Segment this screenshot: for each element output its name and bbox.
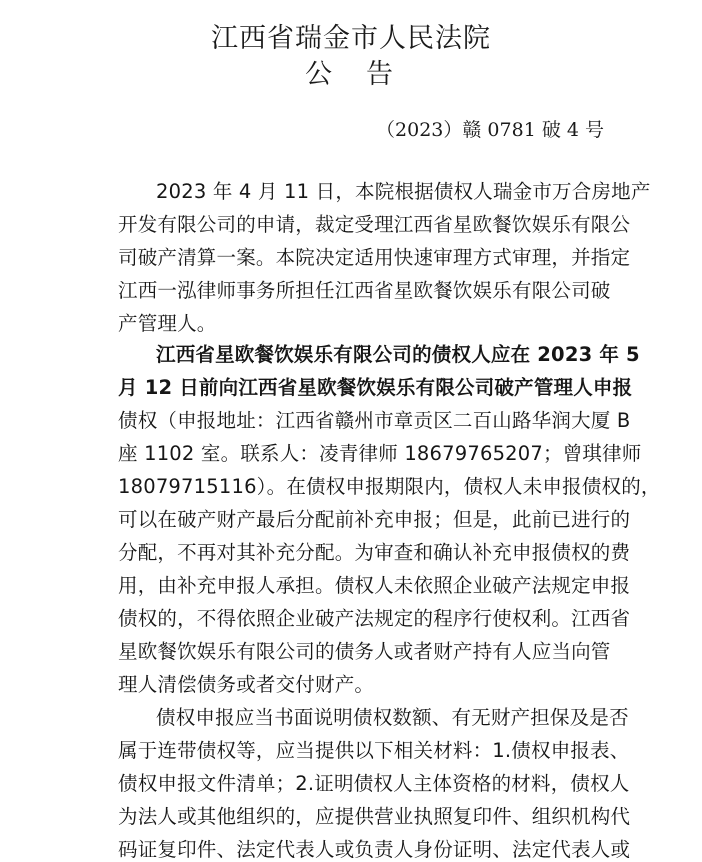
paragraph-line: 用，由补充申报人承担。债权人未依照企业破产法规定申报 (118, 574, 631, 597)
paragraph-line: 18079715116）。在债权申报期限内，债权人未申报债权的， (118, 475, 661, 498)
announcement-heading: 公告 (305, 59, 427, 90)
paragraph-line: 债权申报应当书面说明债权数额、有无财产担保及是否 (156, 706, 629, 729)
paragraph-line: 江西一泓律师事务所担任江西省星欧餐饮娱乐有限公司破 (118, 279, 611, 302)
paragraph-line: 分配，不再对其补充分配。为审查和确认补充申报债权的费 (118, 541, 631, 564)
paragraph-line: 开发有限公司的申请，裁定受理江西省星欧餐饮娱乐有限公 (118, 213, 631, 236)
paragraph-line: 债权（申报地址：江西省赣州市章贡区二百山路华润大厦 B (118, 409, 631, 432)
paragraph-line: 理人清偿债务或者交付财产。 (118, 673, 375, 696)
paragraph-line: 星欧餐饮娱乐有限公司的债务人或者财产持有人应当向管 (118, 640, 611, 663)
paragraph-line: 码证复印件、法定代表人或负责人身份证明、法定代表人或 (118, 838, 631, 861)
paragraph-line: 债权的，不得依照企业破产法规定的程序行使权利。江西省 (118, 607, 631, 630)
paragraph-line: 债权申报文件清单；2.证明债权人主体资格的材料，债权人 (118, 772, 630, 795)
paragraph-line: 产管理人。 (118, 312, 217, 335)
paragraph-line: 月 12 日前向江西省星欧餐饮娱乐有限公司破产管理人申报 (118, 376, 633, 399)
paragraph-line: 司破产清算一案。本院决定适用快速审理方式审理，并指定 (118, 246, 631, 269)
paragraph-line: 2023 年 4 月 11 日，本院根据债权人瑞金市万合房地产 (156, 180, 651, 203)
paragraph-line: 属于连带债权等，应当提供以下相关材料：1.债权申报表、 (118, 739, 630, 762)
paragraph-line: 座 1102 室。联系人：凌青律师 18679765207；曾琪律师 (118, 442, 642, 465)
paragraph-line: 为法人或其他组织的，应提供营业执照复印件、组织机构代 (118, 805, 631, 828)
document-number: （2023）赣 0781 破 4 号 (376, 119, 604, 141)
paragraph-line: 江西省星欧餐饮娱乐有限公司的债权人应在 2023 年 5 (156, 343, 640, 366)
court-title: 江西省瑞金市人民法院 (211, 23, 491, 54)
paragraph-line: 可以在破产财产最后分配前补充申报；但是，此前已进行的 (118, 508, 631, 531)
